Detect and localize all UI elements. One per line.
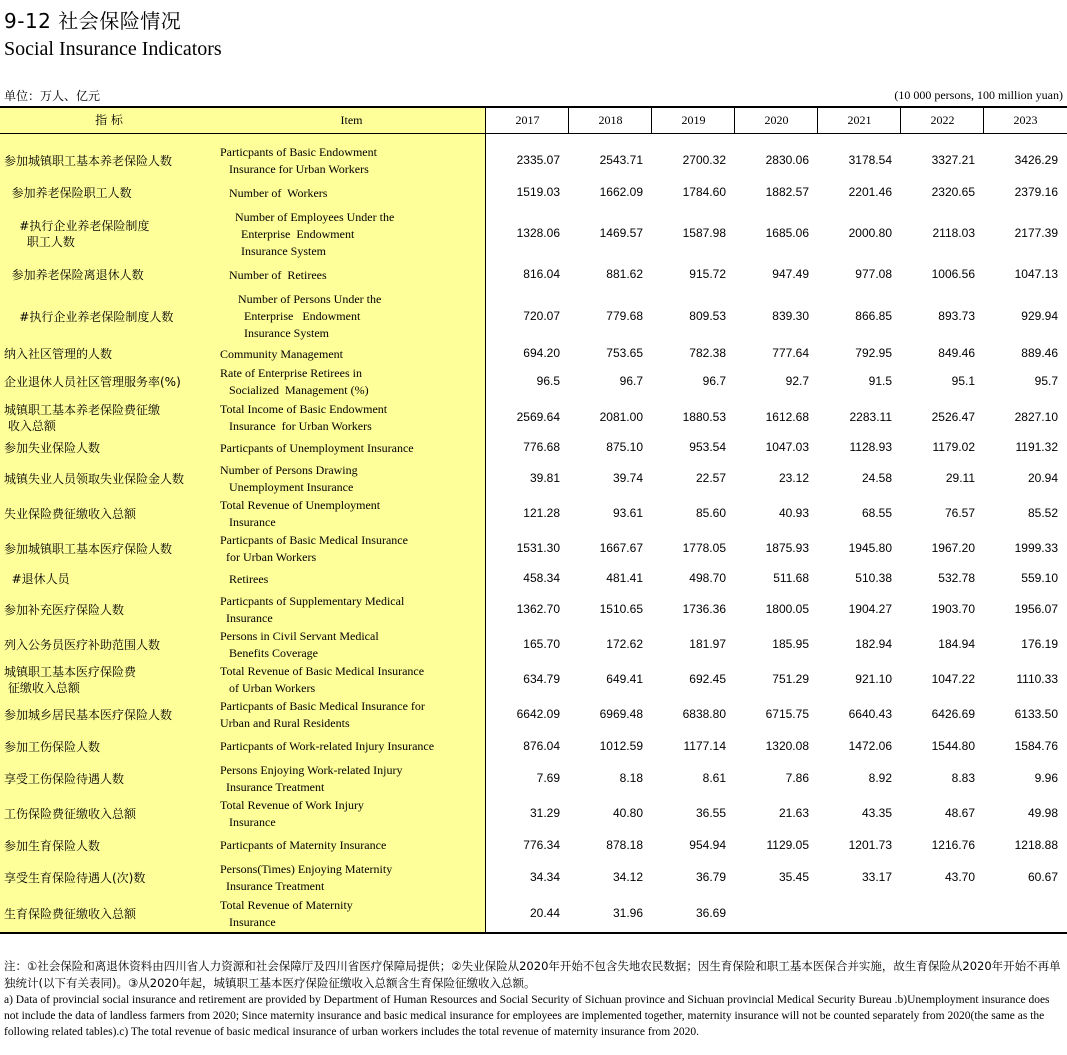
table-title-cn: 9-12 社会保险情况 [4, 9, 182, 33]
table-cell-2023: 1047.13 [1014, 267, 1058, 281]
table-cell-2017: 776.34 [523, 838, 560, 852]
table-cell-2023: 1999.33 [1014, 541, 1058, 555]
row-label-en: Community Management [220, 347, 343, 361]
table-cell-2017: 776.68 [523, 440, 560, 454]
table-cell-2018: 649.41 [606, 672, 643, 686]
row-label-cn: 参加工伤保险人数 [4, 740, 101, 754]
table-row [0, 179, 1067, 207]
table-cell-2018: 40.80 [612, 806, 643, 820]
row-label-cn: 参加失业保险人数 [4, 441, 101, 455]
table-row [0, 435, 1067, 461]
table-cell-2019: 96.7 [702, 374, 726, 388]
table-cell-2023: 49.98 [1027, 806, 1058, 820]
table-cell-2017: 20.44 [529, 906, 560, 920]
table-cell-2023: 2177.39 [1014, 226, 1058, 240]
table-cell-2019: 1880.53 [682, 410, 726, 424]
row-label-en: Rate of Enterprise Retirees in Socialized Management (%) [220, 366, 369, 397]
table-row [0, 662, 1067, 697]
table-cell-2019: 181.97 [689, 637, 726, 651]
table-cell-2017: 34.34 [529, 870, 560, 884]
table-cell-2022: 893.73 [938, 309, 975, 323]
table-cell-2020: 6715.75 [765, 707, 809, 721]
header-year-2021: 2021 [847, 113, 872, 127]
table-cell-2021: 43.35 [861, 806, 892, 820]
row-label-en: Particpants of Basic Medical Insurance for Urban Workers [220, 533, 408, 564]
table-cell-2022: 95.1 [951, 374, 975, 388]
row-label-en: Total Revenue of Basic Medical Insurance of Urban Workers [220, 664, 425, 695]
header-divider [983, 108, 984, 134]
table-cell-2018: 1667.67 [599, 541, 643, 555]
table-cell-2019: 36.55 [695, 806, 726, 820]
table-cell-2020: 40.93 [778, 506, 809, 520]
table-cell-2023: 1191.32 [1015, 440, 1058, 454]
table-cell-2019: 809.53 [689, 309, 726, 323]
table-cell-2019: 85.60 [695, 506, 726, 520]
table-row [0, 566, 1067, 592]
table-cell-2022: 8.83 [951, 771, 975, 785]
table-row [0, 143, 1067, 179]
row-label-cn: 纳入社区管理的人数 [4, 347, 113, 361]
table-cell-2019: 1587.98 [682, 226, 726, 240]
table-cell-2021: 33.17 [861, 870, 892, 884]
table-cell-2022: 1544.80 [931, 739, 975, 753]
row-label-cn: 列入公务员医疗补助范围人数 [4, 638, 161, 652]
header-divider [568, 108, 569, 134]
footnote-en: a) Data of provincial social insurance and retirement are provided by Department of Human Resources and Social Security of Sichuan province and Sichuan provincial Medical Security Bureau .b)Unemployment insurance does not include the data of landless farmers from 2020; Since maternity insurance and basic medical insurance for employees are implemented together, maternity insurance will not be counted separately from 2020(the same as the following related tables).c) The total revenue of basic medical insurance of urban workers includes the total revenue of maternity insurance from 2020. [4, 994, 1050, 1038]
row-label-cn: 参加养老保险离退休人数 [4, 268, 144, 282]
header-year-2022: 2022 [930, 113, 955, 127]
table-cell-2017: 876.04 [523, 739, 560, 753]
table-cell-2023: 889.46 [1021, 346, 1058, 360]
table-cell-2022: 532.78 [938, 571, 975, 585]
row-label-cn: 城镇失业人员领取失业保险金人数 [4, 472, 185, 486]
table-cell-2021: 6640.43 [848, 707, 892, 721]
table-cell-2021: 68.55 [861, 506, 892, 520]
table-row [0, 761, 1067, 797]
table-cell-2017: 720.07 [523, 309, 560, 323]
table-cell-2021: 3178.54 [848, 153, 892, 167]
table-cell-2019: 6838.80 [682, 707, 726, 721]
unit-label-cn: 单位：万人、亿元 [4, 89, 101, 103]
row-label-en: Particpants of Work-related Injury Insurance [220, 739, 435, 753]
table-cell-2020: 23.12 [778, 471, 809, 485]
table-cell-2022: 1047.22 [931, 672, 975, 686]
table-cell-2021: 1472.06 [848, 739, 892, 753]
table-row [0, 732, 1067, 761]
row-label-cn: #退休人员 [4, 572, 70, 586]
table-cell-2020: 1129.05 [766, 838, 809, 852]
table-row [0, 531, 1067, 566]
table-cell-2019: 915.72 [689, 267, 726, 281]
table-row [0, 207, 1067, 261]
row-label-cn: 参加生育保险人数 [4, 839, 101, 853]
table-cell-2022: 849.46 [938, 346, 975, 360]
table-cell-2018: 1012.59 [599, 739, 643, 753]
row-label-cn: #执行企业养老保险制度 职工人数 [19, 219, 150, 249]
table-cell-2021: 8.92 [868, 771, 892, 785]
table-cell-2018: 779.68 [606, 309, 643, 323]
table-cell-2020: 1875.93 [765, 541, 809, 555]
table-cell-2017: 1531.30 [516, 541, 560, 555]
row-label-cn: #执行企业养老保险制度人数 [4, 310, 174, 324]
table-cell-2021: 792.95 [855, 346, 892, 360]
table-cell-2018: 8.18 [619, 771, 643, 785]
header-year-2019: 2019 [681, 113, 706, 127]
table-cell-2018: 875.10 [606, 440, 643, 454]
table-cell-2019: 954.94 [689, 838, 726, 852]
table-cell-2022: 2118.03 [932, 226, 975, 240]
row-label-en: Persons(Times) Enjoying Maternity Insurance Treatment [220, 862, 393, 893]
table-cell-2021: 2283.11 [849, 410, 892, 424]
table-cell-2020: 92.7 [785, 374, 809, 388]
table-cell-2017: 7.69 [536, 771, 560, 785]
table-row [0, 344, 1067, 364]
table-cell-2022: 1903.70 [931, 602, 975, 616]
table-cell-2017: 1362.70 [516, 602, 560, 616]
table-cell-2020: 1800.05 [765, 602, 809, 616]
table-row [0, 496, 1067, 531]
row-label-en: Particpants of Supplementary Medical Insurance [220, 594, 405, 625]
row-label-cn: 参加城乡居民基本医疗保险人数 [4, 708, 173, 722]
row-label-en: Persons Enjoying Work-related Injury Insurance Treatment [220, 763, 403, 794]
row-label-en: Number of Retirees [220, 268, 327, 282]
table-cell-2022: 43.70 [944, 870, 975, 884]
table-cell-2023: 1110.33 [1016, 672, 1058, 686]
header-year-2017: 2017 [515, 113, 540, 127]
table-cell-2019: 36.69 [695, 906, 726, 920]
table-cell-2017: 121.28 [523, 506, 560, 520]
row-label-cn: 城镇职工基本养老保险费征缴 收入总额 [4, 403, 161, 433]
header-divider [651, 108, 652, 134]
row-label-cn: 参加城镇职工基本医疗保险人数 [4, 542, 173, 556]
table-cell-2023: 929.94 [1021, 309, 1058, 323]
table-cell-2017: 1328.06 [516, 226, 560, 240]
table-cell-2023: 2379.16 [1014, 185, 1058, 199]
table-cell-2022: 6426.69 [931, 707, 975, 721]
table-cell-2021: 921.10 [855, 672, 892, 686]
table-cell-2018: 96.7 [619, 374, 643, 388]
table-cell-2023: 85.52 [1027, 506, 1058, 520]
table-cell-2020: 185.95 [772, 637, 809, 651]
table-cell-2020: 1882.57 [765, 185, 809, 199]
table-cell-2022: 1006.56 [931, 267, 975, 281]
header-item-en: Item [340, 113, 363, 127]
table-cell-2021: 866.85 [855, 309, 892, 323]
table-cell-2019: 1784.60 [682, 185, 726, 199]
table-cell-2018: 753.65 [606, 346, 643, 360]
table-cell-2020: 1685.06 [765, 226, 809, 240]
table-cell-2019: 22.57 [695, 471, 726, 485]
table-cell-2020: 1612.68 [765, 410, 809, 424]
row-label-en: Retirees [220, 572, 269, 586]
table-row [0, 627, 1067, 662]
row-label-en: Total Revenue of Unemployment Insurance [220, 498, 381, 529]
table-cell-2019: 2700.32 [682, 153, 726, 167]
table-cell-2017: 2569.64 [516, 410, 560, 424]
header-divider [734, 108, 735, 134]
table-cell-2020: 2830.06 [765, 153, 809, 167]
table-cell-2021: 510.38 [855, 571, 892, 585]
table-row [0, 831, 1067, 860]
table-cell-2023: 9.96 [1034, 771, 1058, 785]
table-cell-2023: 95.7 [1034, 374, 1058, 388]
table-cell-2020: 35.45 [778, 870, 809, 884]
table-cell-2020: 777.64 [772, 346, 809, 360]
table-cell-2018: 1510.65 [599, 602, 643, 616]
table-row [0, 896, 1067, 931]
row-label-cn: 工伤保险费征缴收入总额 [4, 807, 137, 821]
table-cell-2021: 1904.27 [848, 602, 892, 616]
table-cell-2018: 481.41 [606, 571, 643, 585]
table-row [0, 364, 1067, 400]
row-label-en: Number of Workers [220, 186, 328, 200]
table-row [0, 697, 1067, 732]
table-cell-2020: 947.49 [772, 267, 809, 281]
table-cell-2022: 184.94 [938, 637, 975, 651]
table-cell-2019: 36.79 [695, 870, 726, 884]
table-cell-2018: 172.62 [606, 637, 643, 651]
row-label-en: Particpants of Maternity Insurance [220, 838, 387, 852]
unit-label-en: (10 000 persons, 100 million yuan) [894, 88, 1063, 102]
table-row [0, 860, 1067, 896]
table-cell-2023: 559.10 [1021, 571, 1058, 585]
row-label-en: Number of Persons Under the Enterprise Endowment Insurance System [238, 292, 382, 340]
table-cell-2022: 1967.20 [931, 541, 975, 555]
table-cell-2017: 96.5 [536, 374, 560, 388]
table-cell-2023: 3426.29 [1014, 153, 1058, 167]
table-cell-2018: 31.96 [612, 906, 643, 920]
table-cell-2023: 60.67 [1027, 870, 1058, 884]
table-cell-2019: 692.45 [689, 672, 726, 686]
header-divider [900, 108, 901, 134]
table-cell-2017: 31.29 [529, 806, 560, 820]
row-label-cn: 城镇职工基本医疗保险费 征缴收入总额 [4, 665, 137, 695]
table-cell-2017: 2335.07 [516, 153, 560, 167]
table-cell-2019: 8.61 [702, 771, 726, 785]
table-cell-2018: 39.74 [612, 471, 643, 485]
footnotes [4, 958, 1062, 1040]
table-cell-2021: 2000.80 [848, 226, 892, 240]
row-label-en: Total Revenue of Work Injury Insurance [220, 798, 364, 829]
table-cell-2021: 2201.46 [848, 185, 892, 199]
row-label-en: Particpants of Basic Medical Insurance for Urban and Rural Residents [220, 699, 425, 730]
table-cell-2017: 39.81 [529, 471, 560, 485]
table-row [0, 592, 1067, 627]
table-cell-2022: 76.57 [944, 506, 975, 520]
table-cell-2017: 165.70 [523, 637, 560, 651]
table-cell-2021: 91.5 [868, 374, 892, 388]
table-cell-2018: 1469.57 [599, 226, 643, 240]
table-row [0, 797, 1067, 831]
table-cell-2017: 634.79 [523, 672, 560, 686]
row-label-en: Number of Persons Drawing Unemployment Insurance [220, 463, 358, 494]
row-label-cn: 参加养老保险职工人数 [4, 186, 132, 200]
table-cell-2018: 881.62 [606, 267, 643, 281]
table-cell-2019: 498.70 [689, 571, 726, 585]
row-label-en: Persons in Civil Servant Medical Benefits Coverage [220, 629, 379, 660]
table-cell-2021: 24.58 [861, 471, 892, 485]
table-cell-2020: 511.68 [773, 571, 809, 585]
table-cell-2022: 3327.21 [931, 153, 975, 167]
table-cell-2022: 2320.65 [931, 185, 975, 199]
table-cell-2018: 6969.48 [599, 707, 643, 721]
row-label-cn: 生育保险费征缴收入总额 [4, 907, 137, 921]
header-year-2020: 2020 [764, 113, 789, 127]
table-cell-2019: 782.38 [689, 346, 726, 360]
table-cell-2020: 21.63 [778, 806, 809, 820]
table-header-row [0, 108, 1067, 134]
table-cell-2019: 953.54 [689, 440, 726, 454]
table-cell-2020: 751.29 [772, 672, 809, 686]
table-cell-2023: 6133.50 [1014, 707, 1058, 721]
table-cell-2021: 182.94 [855, 637, 892, 651]
table-cell-2019: 1736.36 [682, 602, 726, 616]
table-cell-2017: 694.20 [523, 346, 560, 360]
table-cell-2021: 1128.93 [849, 440, 892, 454]
table-cell-2023: 20.94 [1027, 471, 1058, 485]
table-cell-2020: 1320.08 [765, 739, 809, 753]
row-label-en: Particpants of Basic Endowment Insurance for Urban Workers [220, 145, 377, 176]
table-cell-2023: 2827.10 [1014, 410, 1058, 424]
table-cell-2020: 7.86 [785, 771, 809, 785]
table-row [0, 289, 1067, 344]
header-divider [817, 108, 818, 134]
table-title-en: Social Insurance Indicators [4, 38, 222, 60]
table-cell-2023: 176.19 [1021, 637, 1058, 651]
table-cell-2018: 93.61 [612, 506, 643, 520]
table-cell-2020: 1047.03 [765, 440, 809, 454]
row-label-en: Total Income of Basic Endowment Insurance for Urban Workers [220, 402, 388, 433]
header-indicator-cn: 指 标 [95, 113, 123, 127]
table-cell-2023: 1956.07 [1014, 602, 1058, 616]
table-cell-2021: 1201.73 [848, 838, 892, 852]
header-year-2018: 2018 [598, 113, 623, 127]
table-cell-2022: 29.11 [945, 471, 975, 485]
row-label-en: Number of Employees Under the Enterprise Endowment Insurance System [235, 210, 395, 258]
table-row [0, 461, 1067, 496]
table-cell-2018: 2543.71 [599, 153, 643, 167]
row-label-en: Total Revenue of Maternity Insurance [220, 898, 353, 929]
table-cell-2017: 1519.03 [516, 185, 560, 199]
footnote-cn: 注：①社会保险和离退休资料由四川省人力资源和社会保障厅及四川省医疗保障局提供；②失业保险从2020年开始不包含失地农民数据；因生育保险和职工基本医保合并实施，故生育保险从2020年开始不再单独统计(以下有关表同)。③从2020年起，城镇职工基本医疗保险征缴收入总额含生育保险征缴收入总额。 [4, 959, 1061, 990]
table-cell-2023: 1584.76 [1014, 739, 1058, 753]
header-year-2023: 2023 [1013, 113, 1038, 127]
table-cell-2020: 839.30 [772, 309, 809, 323]
table-cell-2021: 977.08 [855, 267, 892, 281]
table-cell-2018: 2081.00 [599, 410, 643, 424]
row-label-cn: 参加城镇职工基本养老保险人数 [4, 154, 173, 168]
table-cell-2022: 1216.76 [931, 838, 975, 852]
data-table [0, 106, 1067, 934]
table-cell-2022: 48.67 [944, 806, 975, 820]
table-cell-2022: 1179.02 [932, 440, 975, 454]
table-cell-2018: 878.18 [606, 838, 643, 852]
row-label-en: Particpants of Unemployment Insurance [220, 441, 414, 455]
table-cell-2019: 1177.14 [683, 739, 726, 753]
table-cell-2017: 816.04 [523, 267, 560, 281]
row-label-cn: 参加补充医疗保险人数 [4, 603, 125, 617]
table-cell-2017: 6642.09 [516, 707, 560, 721]
row-label-cn: 享受工伤保险待遇人数 [4, 772, 125, 786]
table-cell-2021: 1945.80 [848, 541, 892, 555]
table-row [0, 400, 1067, 435]
table-cell-2019: 1778.05 [682, 541, 726, 555]
table-cell-2018: 34.12 [612, 870, 643, 884]
table-cell-2018: 1662.09 [599, 185, 643, 199]
row-label-cn: 失业保险费征缴收入总额 [4, 507, 137, 521]
row-label-cn: 企业退休人员社区管理服务率(%) [4, 375, 181, 389]
table-cell-2017: 458.34 [523, 571, 560, 585]
table-cell-2022: 2526.47 [931, 410, 975, 424]
table-cell-2023: 1218.88 [1014, 838, 1058, 852]
row-label-cn: 享受生育保险待遇人(次)数 [4, 871, 146, 885]
table-row [0, 261, 1067, 289]
